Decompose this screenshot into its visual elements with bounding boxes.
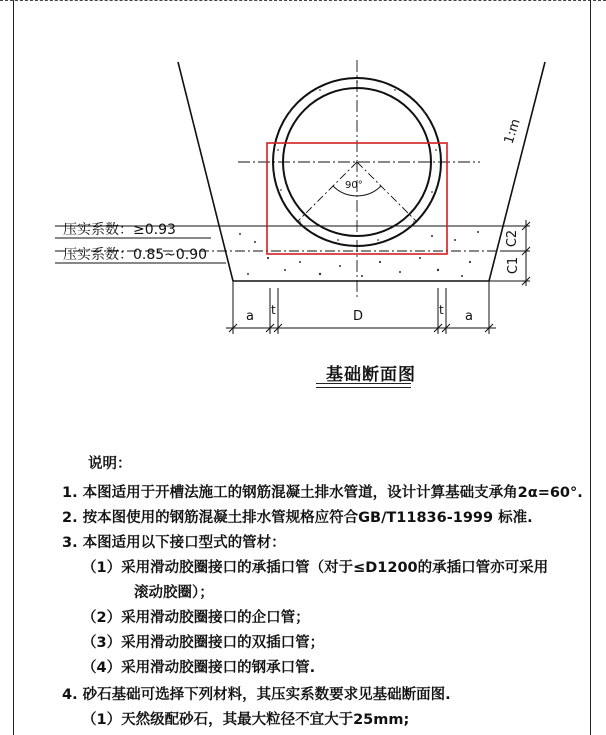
compaction-lower-label: 压实系数：0.85~0.90 [63, 247, 208, 263]
note-item-3: 3. 本图适用以下接口型式的管材： [62, 535, 286, 551]
dimension-t-left-label: t [271, 303, 276, 317]
trench-right-wall [489, 62, 545, 281]
note-item-2: 2. 按本图使用的钢筋混凝土排水管规格应符合GB/T11836-1999 标准. [62, 510, 533, 526]
dimension-a-right-label: a [465, 309, 473, 324]
note-item-4: 4. 砂石基础可选择下列材料，其压实系数要求见基础断面图. [62, 687, 451, 703]
drawing-caption: 基础断面图 [326, 365, 416, 385]
dimension-d-label: D [353, 309, 364, 324]
notes-heading: 说明： [88, 456, 132, 472]
compaction-upper-label: 压实系数：≥0.93 [63, 222, 176, 238]
note-item-3-3: （3）采用滑动胶圈接口的双插口管； [82, 635, 325, 651]
support-angle-line-right [357, 162, 417, 222]
note-item-3-2: （2）采用滑动胶圈接口的企口管； [82, 610, 310, 626]
slope-label: 1:m [501, 117, 524, 146]
note-item-3-1: （1）采用滑动胶圈接口的承插口管（对于≤D1200的承插口管亦可采用 [82, 560, 549, 576]
support-angle-label: 90° [345, 180, 363, 191]
note-item-4-1: （1）天然级配砂石，其最大粒径不宜大于25mm; [82, 712, 410, 728]
note-item-3-4: （4）采用滑动胶圈接口的钢承口管. [82, 660, 316, 676]
caption-underline [316, 383, 411, 388]
dimension-c2-label: C2 [505, 229, 521, 248]
support-angle-line-left [297, 162, 357, 222]
note-item-1: 1. 本图适用于开槽法施工的钢筋混凝土排水管道，设计计算基础支承角2α=60°. [62, 485, 583, 501]
highlight-box [267, 143, 447, 254]
note-item-3-1-cont: 滚动胶圈）； [134, 585, 214, 601]
dimension-t-right-label: t [439, 303, 444, 317]
dimension-a-left-label: a [246, 309, 254, 324]
dimension-c1-label: C1 [506, 256, 522, 275]
